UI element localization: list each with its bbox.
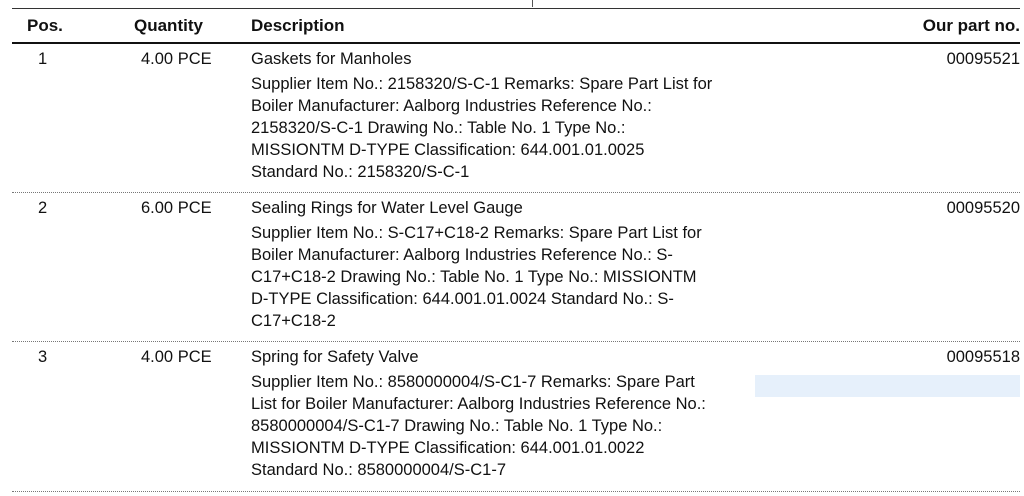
row-details: [251, 371, 706, 481]
detail-line: C17+C18-2 Drawing No.: Table No. 1 Type No.: MISSIONTM: [251, 268, 697, 286]
row-title: Sealing Rings for Water Level Gauge: [251, 199, 523, 217]
header-description: Description: [251, 16, 345, 35]
detail-line: 2158320/S-C-1 Drawing No.: Table No. 1 Type No.:: [251, 119, 626, 137]
column-divider: [532, 0, 533, 7]
detail-line: Supplier Item No.: 2158320/S-C-1 Remarks: Spare Part List for: [251, 75, 713, 93]
detail-line: Supplier Item No.: S-C17+C18-2 Remarks: Spare Part List for: [251, 224, 702, 242]
header-pos: Pos.: [27, 16, 63, 35]
row-part-no: 00095520: [946, 199, 1020, 217]
detail-line: Supplier Item No.: 8580000004/S-C1-7 Remarks: Spare Part: [251, 373, 695, 391]
detail-line: Boiler Manufacturer: Aalborg Industries Reference No.:: [251, 97, 652, 115]
header-part-no: Our part no.: [922, 16, 1020, 35]
row-pos: 3: [38, 348, 48, 366]
row-pos: 1: [38, 50, 48, 68]
detail-line: Boiler Manufacturer: Aalborg Industries Reference No.: S-: [251, 246, 673, 264]
header-quantity: Quantity: [134, 16, 203, 35]
selection-highlight: [755, 375, 1020, 397]
table-row: [12, 44, 1020, 193]
detail-line: MISSIONTM D-TYPE Classification: 644.001.01.0025: [251, 141, 645, 159]
detail-line: Standard No.: 8580000004/S-C1-7: [251, 461, 507, 479]
row-quantity: 4.00 PCE: [141, 348, 212, 366]
row-part-no: 00095518: [946, 348, 1020, 366]
row-title: Spring for Safety Valve: [251, 348, 419, 366]
row-quantity: 6.00 PCE: [141, 199, 212, 217]
row-quantity: 4.00 PCE: [141, 50, 212, 68]
detail-line: MISSIONTM D-TYPE Classification: 644.001.01.0022: [251, 439, 645, 457]
row-pos: 2: [38, 199, 48, 217]
detail-line: C17+C18-2: [251, 312, 336, 330]
table-row: [12, 193, 1020, 342]
detail-line: D-TYPE Classification: 644.001.01.0024 Standard No.: S-: [251, 290, 674, 308]
detail-line: List for Boiler Manufacturer: Aalborg Industries Reference No.:: [251, 395, 706, 413]
table-row: [12, 342, 1020, 492]
row-details: [251, 73, 712, 183]
row-part-no: 00095521: [946, 50, 1020, 68]
table-header: [12, 8, 1020, 44]
detail-line: 8580000004/S-C1-7 Drawing No.: Table No. 1 Type No.:: [251, 417, 663, 435]
detail-line: Standard No.: 2158320/S-C-1: [251, 163, 470, 181]
row-title: Gaskets for Manholes: [251, 50, 412, 68]
row-details: [251, 222, 702, 332]
